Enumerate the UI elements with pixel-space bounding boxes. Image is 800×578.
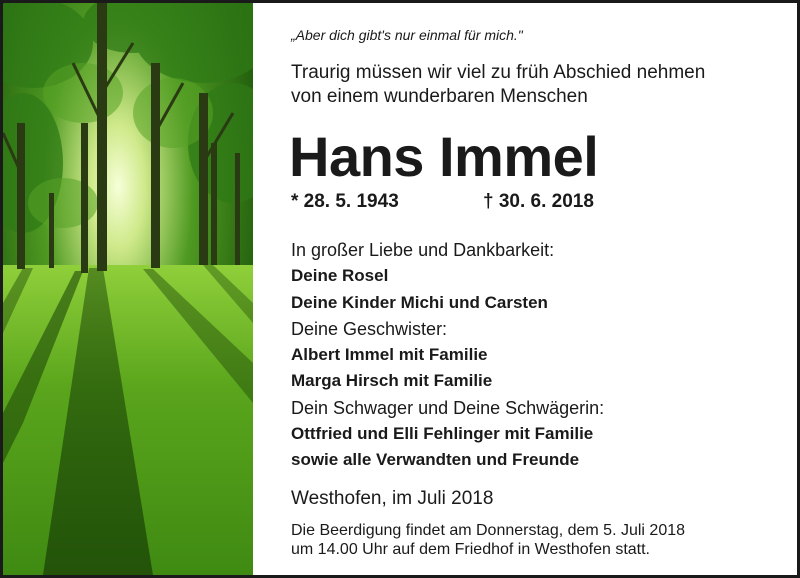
death-date: † 30. 6. 2018 [483, 191, 594, 212]
funeral-info [291, 521, 685, 559]
mourner-name: Deine Rosel [291, 266, 389, 286]
intro-text [291, 61, 705, 109]
quote: „Aber dich gibt's nur einmal für mich." [291, 27, 523, 43]
deceased-name: Hans Immel [289, 125, 599, 188]
place-date: Westhofen, im Juli 2018 [291, 488, 494, 509]
mourner-name: Ottfried und Elli Fehlinger mit Familie [291, 424, 594, 444]
intro-line-1: Traurig müssen wir viel zu früh Abschied nehmen [291, 62, 706, 83]
mourner-name: Deine Kinder Michi und Carsten [291, 292, 548, 312]
mourner-heading: Deine Geschwister: [291, 318, 448, 339]
life-dates [291, 191, 594, 213]
birth-date: * 28. 5. 1943 [291, 191, 399, 212]
mourners-list [291, 237, 791, 474]
funeral-line-2: um 14.00 Uhr auf dem Friedhof in Westhofen statt. [291, 541, 650, 558]
mourner-heading: In großer Liebe und Dankbarkeit: [291, 240, 555, 260]
funeral-line-1: Die Beerdigung findet am Donnerstag, dem 5. Juli 2018 [291, 522, 686, 539]
mourner-name: Albert Immel mit Familie [291, 345, 488, 365]
intro-line-2: von einem wunderbaren Menschen [291, 86, 588, 107]
mourner-heading: Dein Schwager und Deine Schwägerin: [291, 397, 605, 418]
mourner-name: Marga Hirsch mit Familie [291, 371, 493, 391]
forest-photo [3, 3, 253, 575]
mourner-name: sowie alle Verwandten und Freunde [291, 450, 580, 470]
